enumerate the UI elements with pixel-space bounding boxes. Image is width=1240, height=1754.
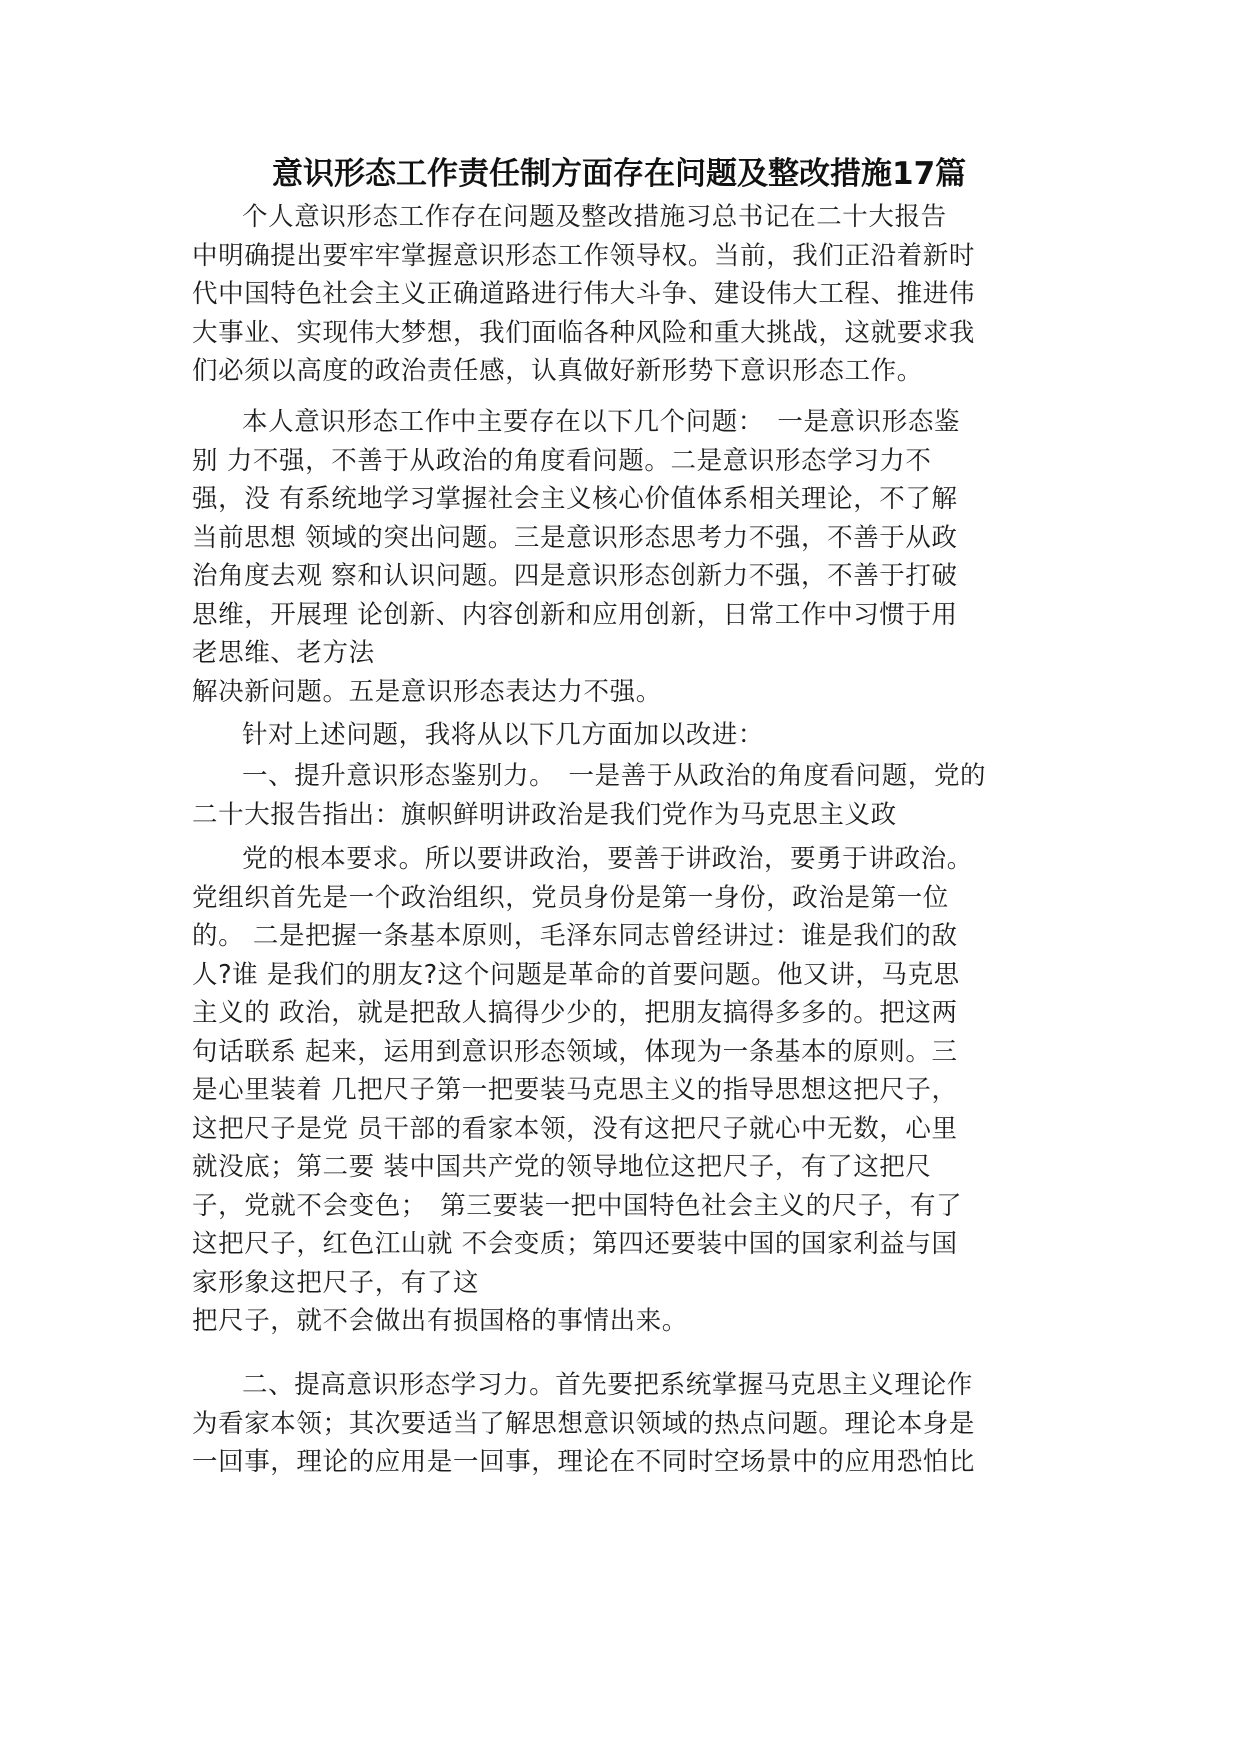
- paragraph-section-one-body: [192, 840, 1072, 1341]
- text-line: 老思维、老方法: [192, 638, 375, 668]
- text-line: 们必须以高度的政治责任感，认真做好新形势下意识形态工作。: [192, 356, 923, 386]
- text-line: 强，没 有系统地学习掌握社会主义核心价值体系相关理论，不了解: [192, 484, 958, 514]
- paragraph-section-two: [192, 1366, 1072, 1482]
- document-title: 意识形态工作责任制方面存在问题及整改措施17篇: [272, 156, 967, 192]
- paragraph-problems: [192, 403, 1072, 711]
- text-line: 把尺子，就不会做出有损国格的事情出来。: [192, 1306, 688, 1336]
- text-line: 人?谁 是我们的朋友?这个问题是革命的首要问题。他又讲，马克思: [192, 959, 960, 990]
- text-line: 本人意识形态工作中主要存在以下几个问题： 一是意识形态鉴: [242, 407, 961, 437]
- paragraph-improve-intro: [192, 716, 1072, 755]
- text-line: 子，党就不会变色； 第三要装一把中国特色社会主义的尺子，有了: [192, 1190, 963, 1221]
- text-line: 别 力不强，不善于从政治的角度看问题。二是意识形态学习力不: [192, 445, 932, 476]
- text-line: 为看家本领；其次要适当了解思想意识领域的热点问题。理论本身是: [192, 1408, 976, 1439]
- text-line: 是心里装着 几把尺子第一把要装马克思主义的指导思想这把尺子，: [192, 1075, 958, 1105]
- text-line: 针对上述问题，我将从以下几方面加以改进：: [242, 720, 765, 750]
- paragraph-section-one: [192, 757, 1072, 834]
- text-line: 党的根本要求。所以要讲政治，要善于讲政治，要勇于讲政治。: [242, 844, 973, 874]
- text-line: 党组织首先是一个政治组织，党员身份是第一身份，政治是第一位: [192, 882, 949, 913]
- text-line: 二十大报告指出：旗帜鲜明讲政治是我们党作为马克思主义政: [192, 799, 897, 830]
- text-line: 的。 二是把握一条基本原则，毛泽东同志曾经讲过：谁是我们的敌: [192, 921, 958, 951]
- text-line: 中明确提出要牢牢掌握意识形态工作领导权。当前，我们正沿着新时: [192, 240, 976, 271]
- text-line: 一、提升意识形态鉴别力。 一是善于从政治的角度看问题，党的: [242, 761, 987, 791]
- text-line: 思维，开展理 论创新、内容创新和应用创新，日常工作中习惯于用: [192, 599, 958, 630]
- text-line: 解决新问题。五是意识形态表达力不强。: [192, 676, 662, 707]
- text-line: 就没底；第二要 装中国共产党的领导地位这把尺子，有了这把尺: [192, 1152, 932, 1182]
- text-line: 这把尺子是党 员干部的看家本领，没有这把尺子就心中无数，心里: [192, 1113, 958, 1144]
- text-line: 家形象这把尺子，有了这: [192, 1267, 480, 1298]
- text-line: 大事业、实现伟大梦想，我们面临各种风险和重大挑战，这就要求我: [192, 317, 976, 348]
- paragraph-intro: [192, 198, 1072, 391]
- text-line: 主义的 政治，就是把敌人搞得少少的，把朋友搞得多多的。把这两: [192, 998, 958, 1028]
- text-line: 当前思想 领域的突出问题。三是意识形态思考力不强，不善于从政: [192, 522, 958, 553]
- text-line: 句话联系 起来，运用到意识形态领域，体现为一条基本的原则。三: [192, 1036, 958, 1067]
- text-line: 代中国特色社会主义正确道路进行伟大斗争、建设伟大工程、推进伟: [192, 279, 976, 309]
- text-line: 治角度去观 察和认识问题。四是意识形态创新力不强，不善于打破: [192, 561, 958, 591]
- text-line: 一回事，理论的应用是一回事，理论在不同时空场景中的应用恐怕比: [192, 1447, 976, 1477]
- text-line: 个人意识形态工作存在问题及整改措施习总书记在二十大报告: [242, 202, 947, 232]
- text-line: 二、提高意识形态学习力。首先要把系统掌握马克思主义理论作: [242, 1370, 973, 1400]
- text-line: 这把尺子，红色江山就 不会变质；第四还要装中国的国家利益与国: [192, 1229, 958, 1259]
